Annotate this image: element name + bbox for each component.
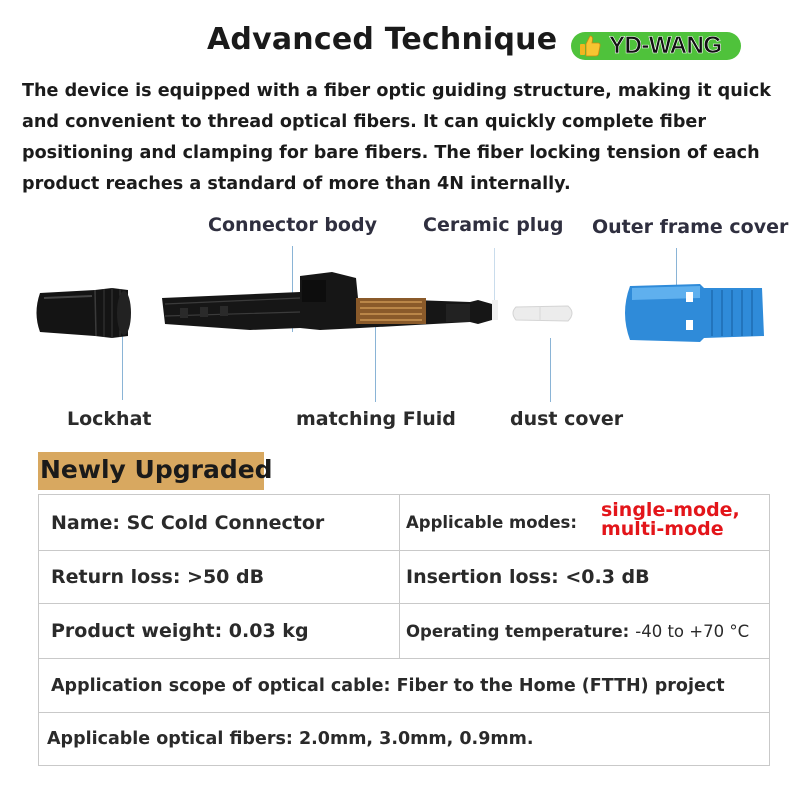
label-matching-fluid: matching Fluid bbox=[296, 408, 456, 430]
thumbs-up-icon bbox=[577, 33, 603, 59]
table-row bbox=[39, 495, 769, 551]
spec-application-cell bbox=[39, 659, 769, 712]
title-row bbox=[0, 18, 800, 66]
label-connector-body: Connector body bbox=[208, 214, 377, 236]
page-title: Advanced Technique bbox=[207, 22, 558, 57]
label-lockhat: Lockhat bbox=[67, 408, 152, 430]
spec-name-cell bbox=[39, 495, 400, 550]
spec-table bbox=[38, 494, 770, 766]
upgraded-tag bbox=[38, 452, 273, 490]
brand-name: YD-WANG bbox=[609, 32, 722, 59]
spec-fibers-cell bbox=[39, 713, 769, 765]
spec-insertion-loss-cell bbox=[400, 551, 769, 603]
dust-cover-part bbox=[513, 306, 572, 321]
spec-fibers: Applicable optical fibers: 2.0mm, 3.0mm, 0.9mm. bbox=[47, 729, 534, 749]
ceramic-plug-part bbox=[492, 300, 498, 320]
spec-return-loss: Return loss: >50 dB bbox=[51, 566, 265, 588]
label-dust-cover: dust cover bbox=[510, 408, 624, 430]
table-row bbox=[39, 659, 769, 713]
intro-paragraph: The device is equipped with a fiber optic guiding structure, making it quick and convenient to thread optical fibers. It can quickly complete fiber positioning and clamping for bare fibers. The fiber locking tension of each product reaches a standard of more than 4N internally. bbox=[22, 81, 771, 194]
spec-application: Application scope of optical cable: Fiber to the Home (FTTH) project bbox=[51, 675, 725, 696]
spec-insertion-loss: Insertion loss: <0.3 dB bbox=[406, 566, 650, 588]
product-diagram bbox=[0, 258, 800, 358]
label-ceramic-plug: Ceramic plug bbox=[423, 214, 564, 236]
spec-modes-label: Applicable modes: bbox=[406, 513, 577, 532]
lockhat-part bbox=[37, 288, 132, 338]
spec-mode-single: single-mode, bbox=[600, 498, 740, 521]
table-row bbox=[39, 551, 769, 604]
spec-weight-cell bbox=[39, 604, 400, 658]
spec-temp-cell bbox=[400, 604, 769, 658]
spec-temp-value: -40 to +70 °C bbox=[635, 621, 750, 641]
spec-modes-cell bbox=[400, 495, 769, 550]
spec-modes-values bbox=[600, 498, 740, 540]
spec-weight: Product weight: 0.03 kg bbox=[51, 620, 309, 642]
spec-name: Name: SC Cold Connector bbox=[51, 511, 325, 534]
outer-frame-cover-part bbox=[625, 284, 764, 342]
table-row bbox=[39, 604, 769, 659]
brand-badge bbox=[571, 32, 741, 60]
spec-mode-multi: multi-mode bbox=[600, 517, 724, 540]
connector-body-part bbox=[162, 272, 492, 330]
spec-return-loss-cell bbox=[39, 551, 400, 603]
upgraded-tag-text: Newly Upgraded bbox=[40, 455, 273, 484]
label-outer-frame-cover: Outer frame cover bbox=[592, 216, 789, 238]
spec-temp-label: Operating temperature: bbox=[406, 621, 630, 641]
table-row bbox=[39, 713, 769, 765]
